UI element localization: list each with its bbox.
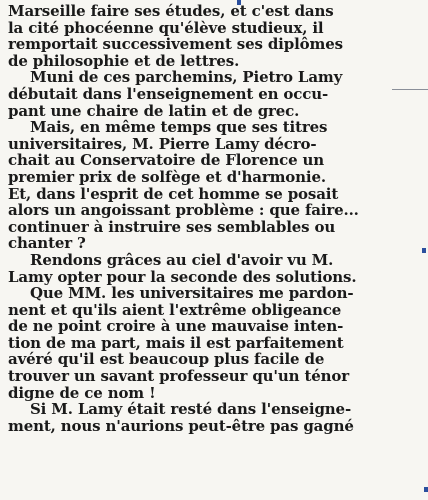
paragraph <box>8 3 384 69</box>
text-line: Si M. Lamy était resté dans l'enseigne- <box>30 400 352 419</box>
text-line: Marseille faire ses études, et c'est dans <box>8 2 334 20</box>
paragraph <box>8 69 384 119</box>
text-line: nent et qu'ils aient l'extrême obligeance <box>8 300 342 319</box>
text-line: chait au Conservatoire de Florence un <box>8 151 325 170</box>
margin-marker <box>424 487 428 492</box>
text-line: Que MM. les universitaires me pardon- <box>30 284 354 303</box>
text-line: premier prix de solfège et d'harmonie. <box>8 167 326 186</box>
text-line: universitaires, M. Pierre Lamy décro- <box>8 134 317 153</box>
text-line: Et, dans l'esprit de cet homme se posait <box>8 184 339 203</box>
text-line: digne de ce nom ! <box>8 383 156 402</box>
text-line: de ne point croire à une mauvaise inten- <box>8 317 344 336</box>
text-line: Mais, en même temps que ses titres <box>30 118 328 137</box>
text-line: remportait successivement ses diplômes <box>8 35 343 54</box>
text-line: continuer à instruire ses semblables ou <box>8 217 336 236</box>
margin-rule <box>392 89 428 90</box>
margin-marker <box>422 248 426 253</box>
text-line: la cité phocéenne qu'élève studieux, il <box>8 18 324 37</box>
text-line: avéré qu'il est beaucoup plus facile de <box>8 350 325 369</box>
text-line: pant une chaire de latin et de grec. <box>8 101 300 120</box>
text-line: débutait dans l'enseignement en occu- <box>8 84 329 103</box>
text-line: ment, nous n'aurions peut-être pas gagné <box>8 416 354 435</box>
text-line: Rendons grâces au ciel d'avoir vu M. <box>30 250 334 269</box>
paragraph <box>8 401 384 434</box>
article-column <box>8 3 384 434</box>
text-line: Lamy opter pour la seconde des solutions. <box>8 267 357 286</box>
text-line: tion de ma part, mais il est parfaitement <box>8 333 344 352</box>
text-line: Muni de ces parchemins, Pietro Lamy <box>30 68 343 87</box>
text-line: chanter ? <box>8 234 86 253</box>
paragraph <box>8 252 384 401</box>
text-line: de philosophie et de lettres. <box>8 51 240 70</box>
text-line: trouver un savant professeur qu'un ténor <box>8 367 349 386</box>
paragraph <box>8 119 384 252</box>
text-line: alors un angoissant problème : que faire... <box>8 201 359 220</box>
